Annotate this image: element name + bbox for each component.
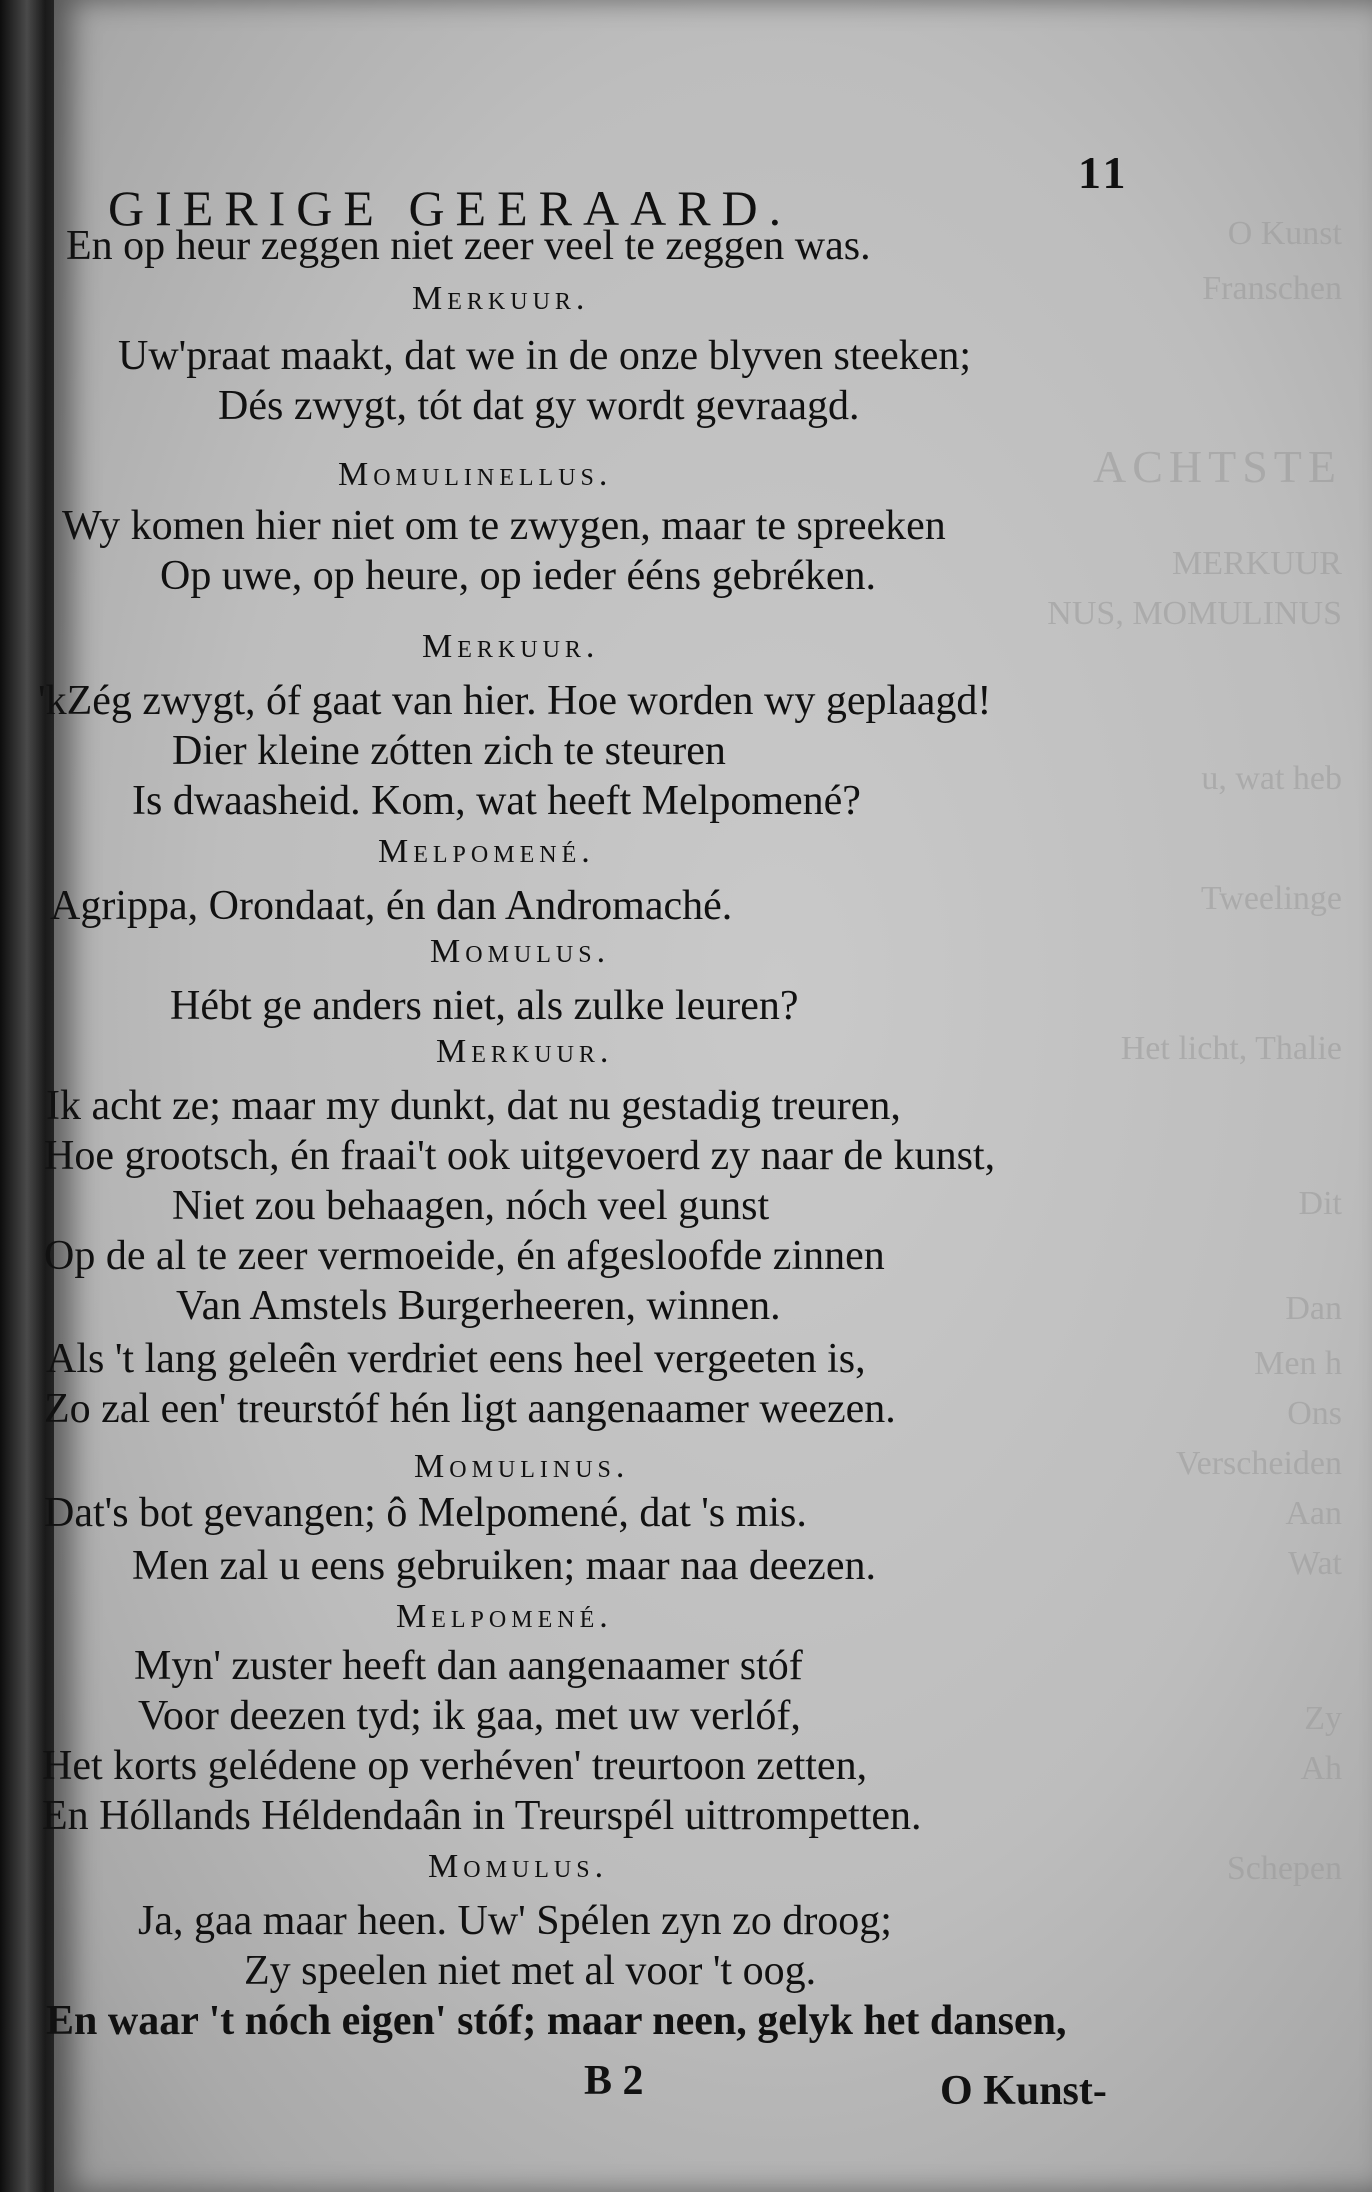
show-through-text: MERKUUR: [1171, 545, 1342, 582]
verse-line: Voor deezen tyd; ik gaa, met uw verlóf,: [138, 1693, 801, 1739]
show-through-text: u, wat heb: [1201, 760, 1342, 797]
verse-line: En waar 't nóch eigen' stóf; maar neen, gelyk het dansen,: [46, 1998, 1067, 2044]
verse-line: Zo zal een' treurstóf hén ligt aangenaamer weezen.: [44, 1386, 896, 1432]
speaker-name: Merkuur.: [422, 628, 600, 665]
verse-line: Ja, gaa maar heen. Uw' Spélen zyn zo droog;: [138, 1898, 892, 1944]
verse-line: En Hóllands Héldendaân in Treurspél uittrompetten.: [42, 1793, 922, 1839]
show-through-text: Ons: [1287, 1395, 1342, 1432]
verse-line: Als 't lang geleên verdriet eens heel vergeeten is,: [46, 1336, 866, 1382]
show-through-text: O Kunst: [1227, 215, 1342, 252]
verse-line: Niet zou behaagen, nóch veel gunst: [172, 1183, 770, 1229]
speaker-name: Momulus.: [428, 1848, 609, 1885]
show-through-text: Schepen: [1226, 1850, 1342, 1887]
show-through-text: Men h: [1254, 1345, 1342, 1382]
show-through-text: Dit: [1298, 1185, 1342, 1222]
verse-line: Myn' zuster heeft dan aangenaamer stóf: [134, 1643, 803, 1689]
verse-line: Van Amstels Burgerheeren, winnen.: [176, 1283, 781, 1329]
speaker-name: Merkuur.: [436, 1033, 614, 1070]
verse-line: Dier kleine zótten zich te steuren: [172, 728, 726, 774]
verse-line: En op heur zeggen niet zeer veel te zeggen was.: [66, 223, 871, 269]
verse-line: Dat's bot gevangen; ô Melpomené, dat 's mis.: [44, 1490, 807, 1536]
verse-line: Wy komen hier niet om te zwygen, maar te spreeken: [62, 503, 946, 549]
verse-line: Op uwe, op heure, op ieder ééns gebréken.: [160, 553, 877, 599]
page-number: 11: [1078, 147, 1130, 198]
verse-line: Op de al te zeer vermoeide, én afgesloofde zinnen: [44, 1233, 885, 1279]
show-through-text: Tweelinge: [1200, 880, 1342, 917]
show-through-text: Zy: [1304, 1700, 1342, 1737]
verse-line: Agrippa, Orondaat, én dan Andromaché.: [50, 883, 733, 929]
show-through-text: Franschen: [1202, 270, 1342, 307]
catchword: O Kunst-: [940, 2068, 1107, 2114]
speaker-name: Momulinellus.: [338, 456, 613, 493]
verse-line: Zy speelen niet met al voor 't oog.: [244, 1948, 817, 1994]
show-through-text: Ah: [1300, 1750, 1342, 1787]
speaker-name: Momulus.: [430, 933, 611, 970]
speaker-name: Momulinus.: [414, 1448, 630, 1485]
speaker-name: Melpomené.: [396, 1598, 613, 1635]
verse-line: Het korts gelédene op verhéven' treurtoon zetten,: [42, 1743, 868, 1789]
show-through-text: Dan: [1285, 1290, 1342, 1327]
verse-line: Dés zwygt, tót dat gy wordt gevraagd.: [218, 383, 860, 429]
show-through-text: Verscheiden: [1175, 1445, 1342, 1482]
verse-line: Hoe grootsch, én fraai't ook uitgevoerd zy naar de kunst,: [44, 1133, 996, 1179]
signature-mark: B 2: [584, 2058, 644, 2104]
show-through-text: Het licht, Thalie: [1120, 1030, 1342, 1067]
show-through-text: NUS, MOMULINUS: [1047, 595, 1342, 632]
running-title: GIERIGE GEERAARD.: [108, 180, 793, 236]
show-through-text: Aan: [1285, 1495, 1342, 1532]
speaker-name: Melpomené.: [378, 833, 595, 870]
verse-line: Ik acht ze; maar my dunkt, dat nu gestadig treuren,: [46, 1083, 901, 1129]
verse-line: 'kZég zwygt, óf gaat van hier. Hoe worden wy geplaagd!: [38, 678, 992, 724]
verse-line: Men zal u eens gebruiken; maar naa deezen.: [132, 1543, 876, 1589]
show-through-text: Wat: [1288, 1545, 1342, 1582]
verse-line: Is dwaasheid. Kom, wat heeft Melpomené?: [132, 778, 861, 824]
verse-line: Uw'praat maakt, dat we in de onze blyven steeken;: [118, 333, 972, 379]
show-through-text: ACHTSTE: [1093, 441, 1342, 492]
speaker-name: Merkuur.: [412, 280, 590, 317]
verse-line: Hébt ge anders niet, als zulke leuren?: [170, 983, 799, 1029]
